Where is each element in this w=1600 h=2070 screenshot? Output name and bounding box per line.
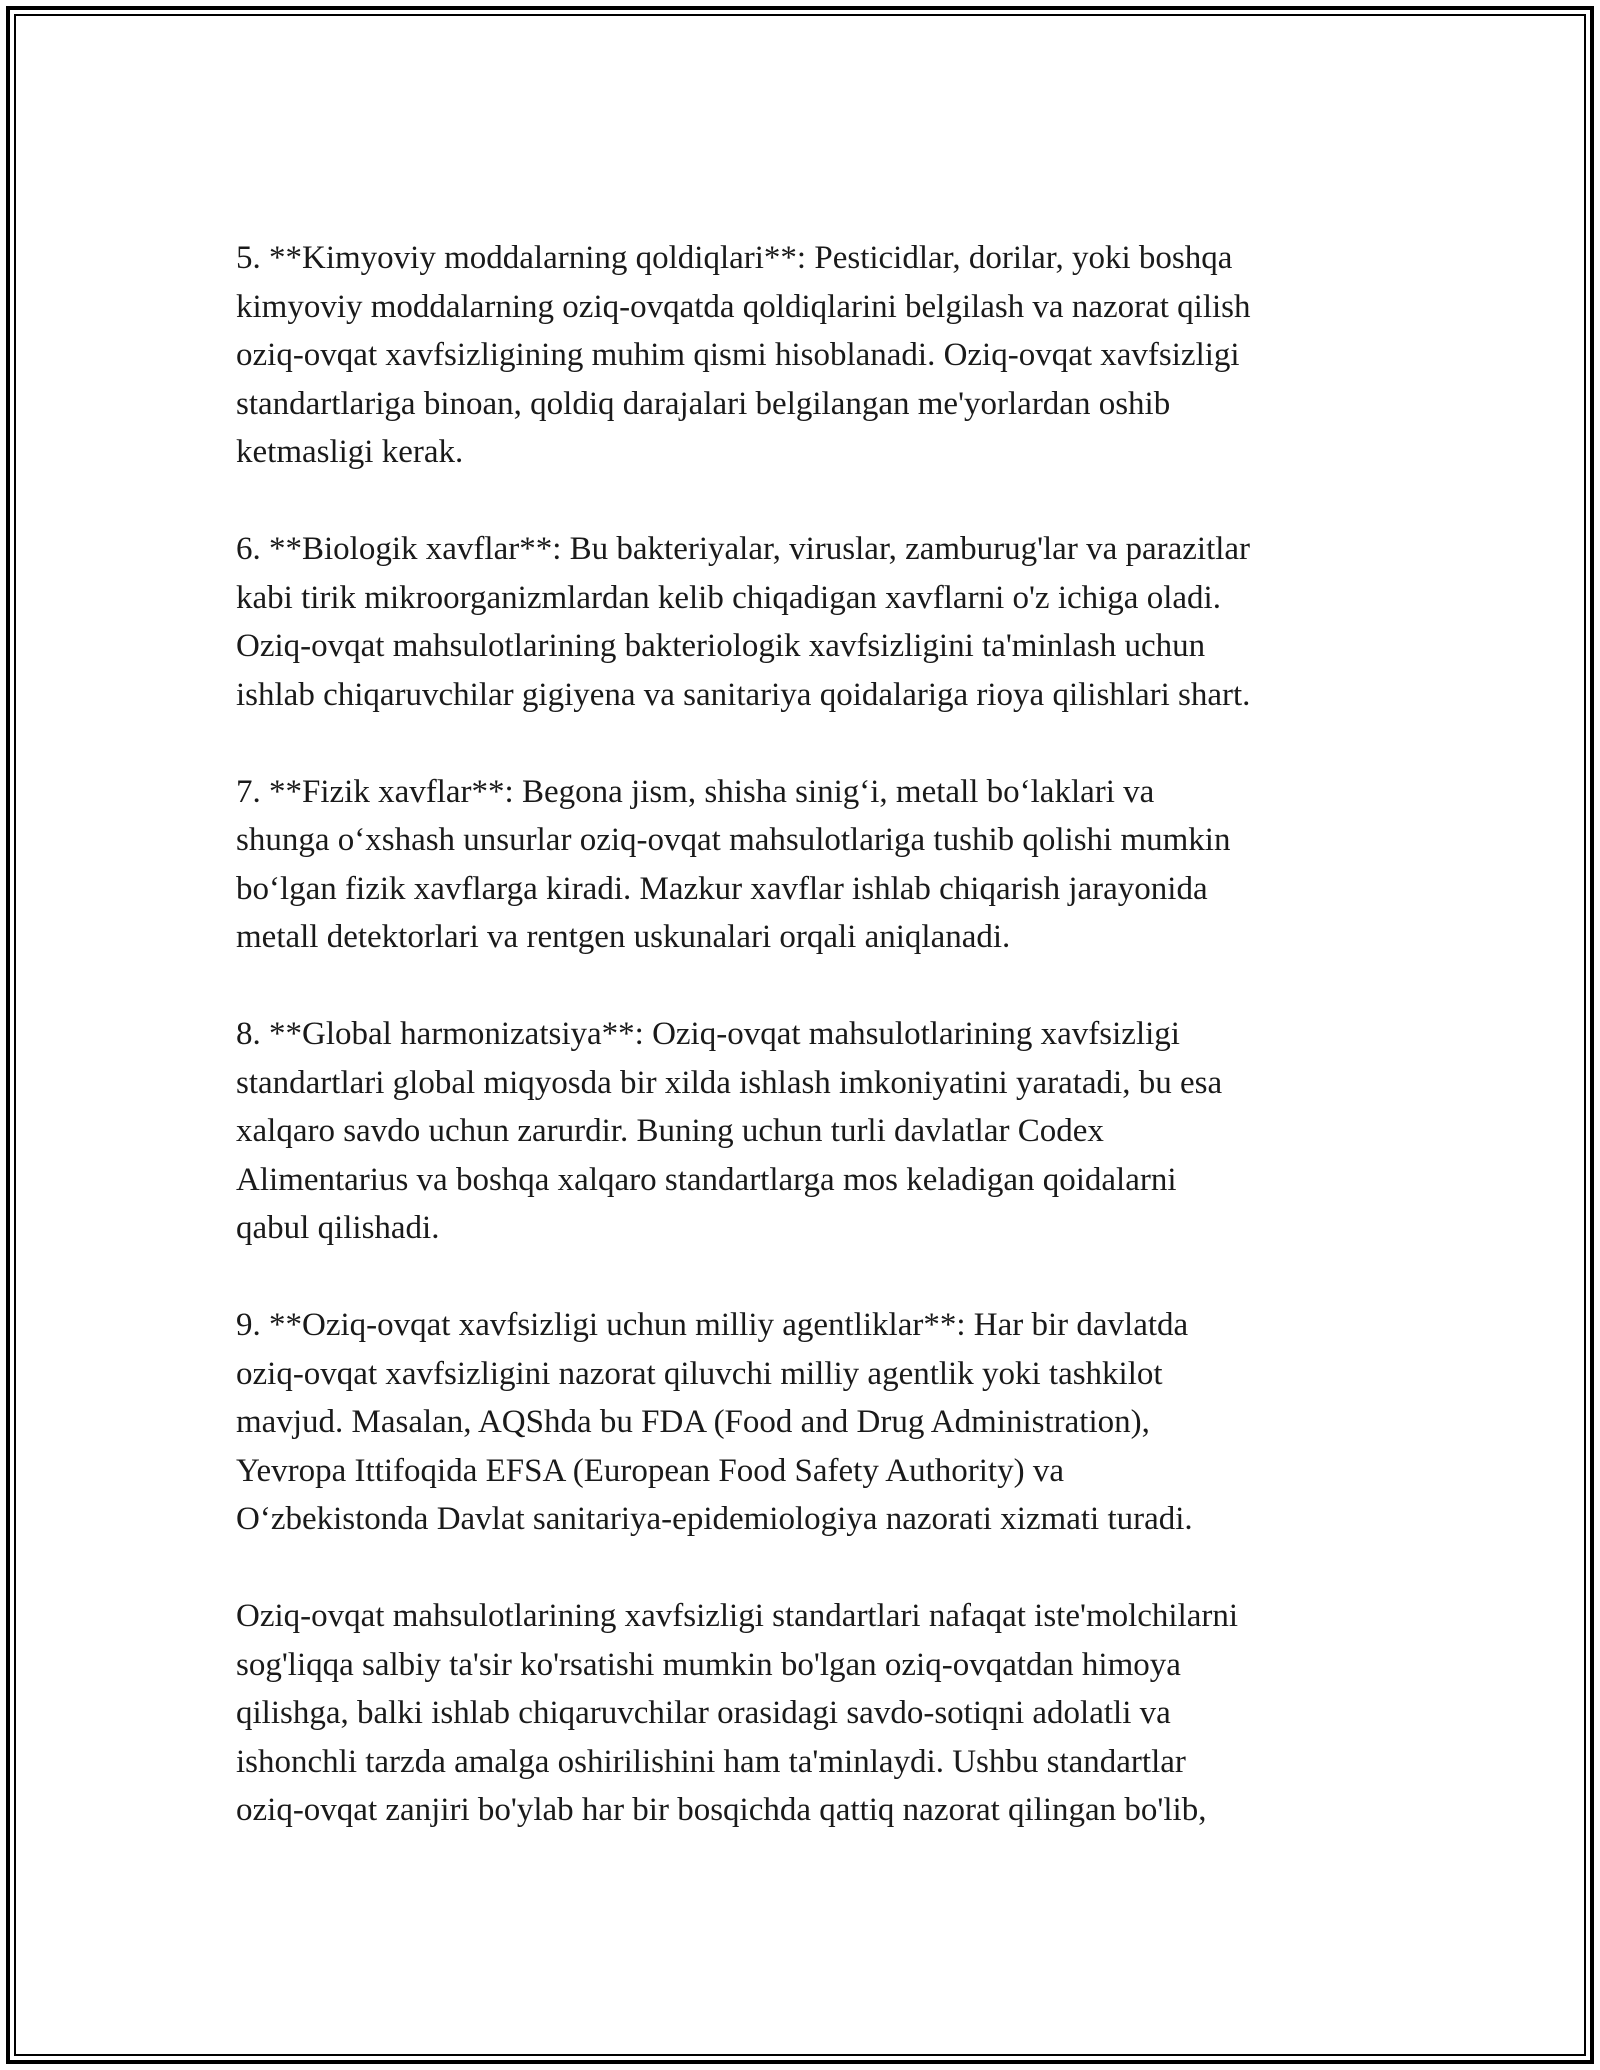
paragraph-conclusion — [236, 1592, 1386, 1835]
text-line: 9. **Oziq-ovqat xavfsizligi uchun milliy agentliklar**: Har bir davlatda — [236, 1307, 1189, 1343]
text-line: ishonchli tarzda amalga oshirilishini ham ta'minlaydi. Ushbu standartlar — [236, 1743, 1186, 1780]
paragraph-item-8 — [236, 1010, 1386, 1253]
text-line: qilishga, balki ishlab chiqaruvchilar orasidagi savdo-sotiqni adolatli va — [236, 1695, 1171, 1731]
text-line: standartlari global miqyosda bir xilda ishlash imkoniyatini yaratadi, bu esa — [236, 1064, 1223, 1101]
text-line: Alimentarius va boshqa xalqaro standartlarga mos keladigan qoidalarni — [236, 1161, 1177, 1198]
text-line: bo‘lgan fizik xavflarga kiradi. Mazkur xavflar ishlab chiqarish jarayonida — [236, 870, 1208, 907]
text-line: metall detektorlari va rentgen uskunalari orqali aniqlanadi. — [236, 919, 1011, 955]
paragraph-item-9 — [236, 1301, 1386, 1544]
text-line: shunga o‘xshash unsurlar oziq-ovqat mahsulotlariga tushib qolishi mumkin — [236, 822, 1231, 858]
document-body — [236, 234, 1386, 1883]
text-line: mavjud. Masalan, AQShda bu FDA (Food and Drug Administration), — [236, 1404, 1150, 1440]
text-line: Yevropa Ittifoqida EFSA (European Food Safety Authority) va — [236, 1452, 1064, 1489]
text-line: 7. **Fizik xavflar**: Begona jism, shisha sinig‘i, metall bo‘laklari va — [236, 773, 1155, 810]
text-line: Oziq-ovqat mahsulotlarining bakteriologik xavfsizligini ta'minlash uchun — [236, 628, 1206, 664]
paragraph-item-6 — [236, 525, 1386, 719]
text-line: 8. **Global harmonizatsiya**: Oziq-ovqat mahsulotlarining xavfsizligi — [236, 1016, 1180, 1052]
text-line: O‘zbekistonda Davlat sanitariya-epidemiologiya nazorati xizmati turadi. — [236, 1501, 1193, 1537]
text-line: sog'liqqa salbiy ta'sir ko'rsatishi mumkin bo'lgan oziq-ovqatdan himoya — [236, 1646, 1181, 1683]
text-line: Oziq-ovqat mahsulotlarining xavfsizligi standartlari nafaqat iste'molchilarni — [236, 1598, 1239, 1634]
text-line: standartlariga binoan, qoldiq darajalari belgilangan me'yorlardan oshib — [236, 385, 1171, 422]
text-line: 6. **Biologik xavflar**: Bu bakteriyalar, viruslar, zamburug'lar va parazitlar — [236, 531, 1251, 567]
text-line: kabi tirik mikroorganizmlardan kelib chiqadigan xavflarni o'z ichiga oladi. — [236, 579, 1221, 616]
text-line: oziq-ovqat zanjiri bo'ylab har bir bosqichda qattiq nazorat qilingan bo'lib, — [236, 1792, 1207, 1828]
text-line: 5. **Kimyoviy moddalarning qoldiqlari**: Pesticidlar, dorilar, yoki boshqa — [236, 240, 1233, 276]
text-line: qabul qilishadi. — [236, 1210, 440, 1246]
text-line: kimyoviy moddalarning oziq-ovqatda qoldiqlarini belgilash va nazorat qilish — [236, 288, 1251, 325]
paragraph-item-7 — [236, 768, 1386, 962]
text-line: oziq-ovqat xavfsizligini nazorat qiluvchi milliy agentlik yoki tashkilot — [236, 1355, 1163, 1392]
paragraph-item-5 — [236, 234, 1386, 477]
text-line: xalqaro savdo uchun zarurdir. Buning uchun turli davlatlar Codex — [236, 1113, 1104, 1149]
text-line: oziq-ovqat xavfsizligining muhim qismi hisoblanadi. Oziq-ovqat xavfsizligi — [236, 337, 1240, 373]
text-line: ishlab chiqaruvchilar gigiyena va sanitariya qoidalariga rioya qilishlari shart. — [236, 676, 1251, 713]
text-line: ketmasligi kerak. — [236, 434, 464, 470]
